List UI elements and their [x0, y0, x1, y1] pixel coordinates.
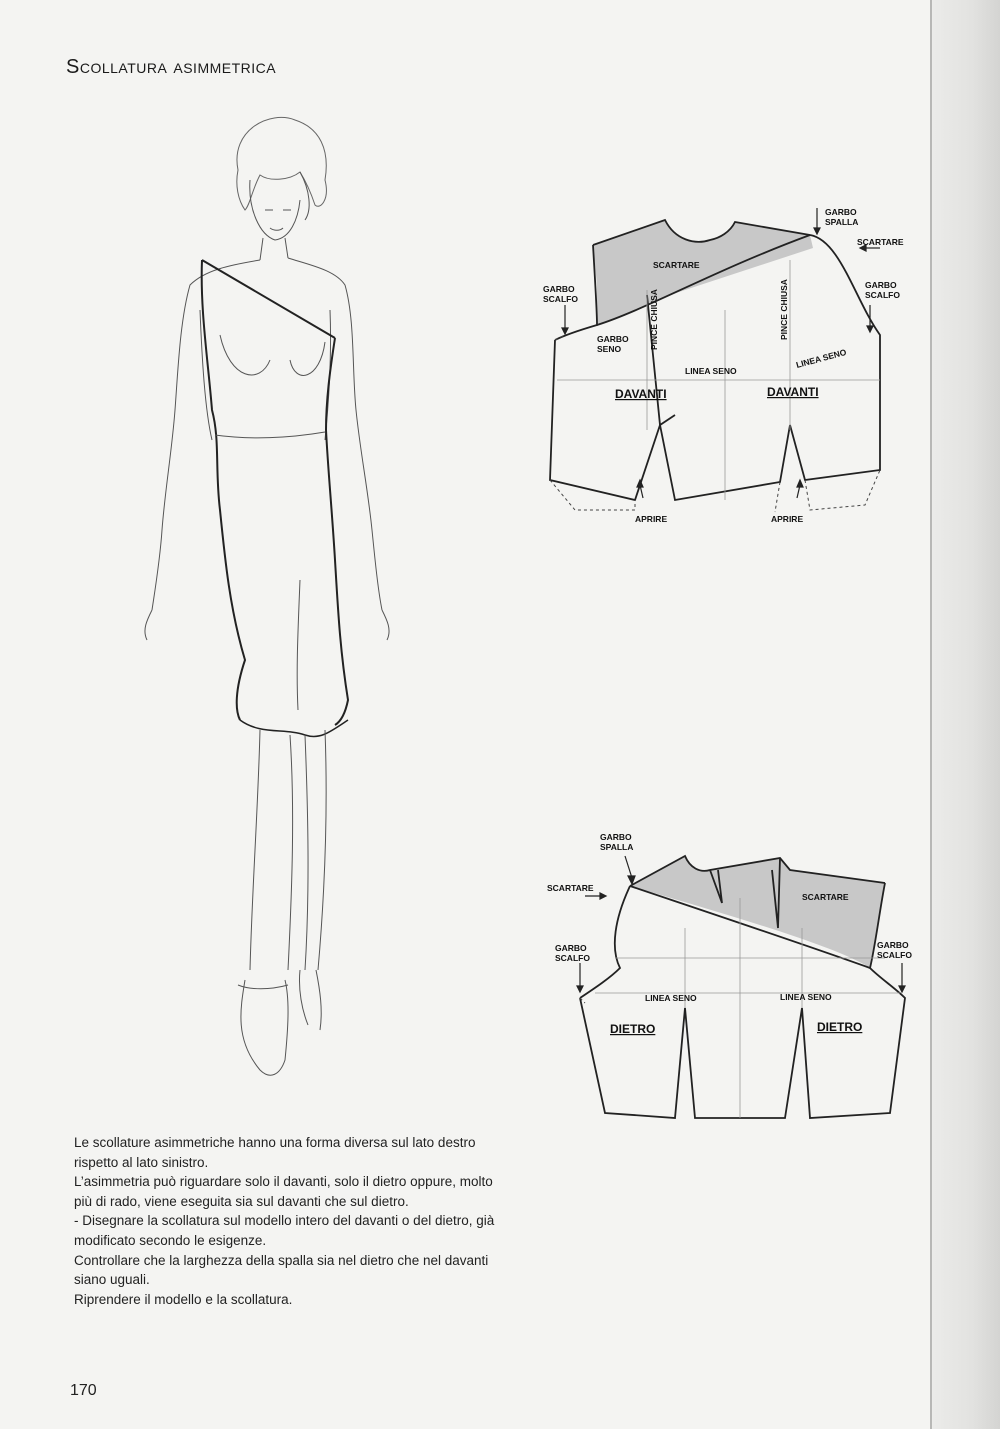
page-title: Scollatura asimmetrica: [66, 56, 277, 78]
label-garbo-scalfo-left-back: GARBO: [555, 943, 587, 953]
label-garbo-scalfo-right-2: SCALFO: [865, 290, 900, 300]
label-garbo-scalfo-left-back-2: SCALFO: [555, 953, 590, 963]
body-paragraph: Le scollature asimmetriche hanno una forma diversa sul lato destro rispetto al lato sinistro.: [74, 1135, 476, 1170]
label-dietro-right: DIETRO: [817, 1020, 863, 1034]
label-garbo-spalla-2: SPALLA: [825, 217, 859, 227]
body-paragraph: - Disegnare la scollatura sul modello intero del davanti o del dietro, già modificato secondo le esigenze.: [74, 1213, 495, 1248]
label-davanti-left: DAVANTI: [615, 387, 667, 401]
label-scartare-left: SCARTARE: [547, 883, 594, 893]
label-garbo-scalfo-left: GARBO: [543, 284, 575, 294]
label-scartare-center: SCARTARE: [802, 892, 849, 902]
label-aprire-right: APRIRE: [771, 514, 804, 524]
label-aprire-left: APRIRE: [635, 514, 668, 524]
label-garbo-scalfo-right-back-2: SCALFO: [877, 950, 912, 960]
back-bodice-pattern-diagram: [540, 828, 940, 1148]
label-garbo-scalfo-left-2: SCALFO: [543, 294, 578, 304]
label-linea-seno-right-back: LINEA SENO: [780, 992, 832, 1002]
label-dietro-left: DIETRO: [610, 1022, 656, 1036]
label-davanti-right: DAVANTI: [767, 385, 819, 399]
body-paragraph: L’asimmetria può riguardare solo il davanti, solo il dietro oppure, molto più di rado, viene eseguita sia sul davanti che sul dietro.: [74, 1174, 493, 1209]
label-linea-seno-right: LINEA SENO: [794, 346, 848, 370]
label-linea-seno-left: LINEA SENO: [645, 993, 697, 1003]
label-garbo-scalfo-right: GARBO: [865, 280, 897, 290]
body-paragraph: Controllare che la larghezza della spalla sia nel dietro che nel davanti siano uguali.: [74, 1252, 489, 1288]
page-number: 170: [70, 1382, 97, 1399]
label-scartare-top: SCARTARE: [653, 260, 700, 270]
body-paragraph: Riprendere il modello e la scollatura.: [74, 1291, 293, 1307]
label-garbo-spalla: GARBO: [825, 207, 857, 217]
label-pince-chiusa-left: PINCE CHIUSA: [649, 289, 659, 350]
label-garbo-spalla-back: GARBO: [600, 832, 632, 842]
label-scartare-right: SCARTARE: [857, 237, 904, 247]
label-pince-chiusa-right: PINCE CHIUSA: [779, 279, 789, 340]
label-garbo-scalfo-right-back: GARBO: [877, 940, 909, 950]
label-garbo-spalla-back-2: SPALLA: [600, 842, 634, 852]
fashion-figure-illustration: [120, 110, 440, 1110]
front-bodice-pattern-diagram: [535, 200, 945, 530]
label-garbo-seno-2: SENO: [597, 344, 622, 354]
label-garbo-seno: GARBO: [597, 334, 629, 344]
body-text: [74, 1133, 504, 1309]
label-linea-seno-center: LINEA SENO: [685, 366, 737, 376]
